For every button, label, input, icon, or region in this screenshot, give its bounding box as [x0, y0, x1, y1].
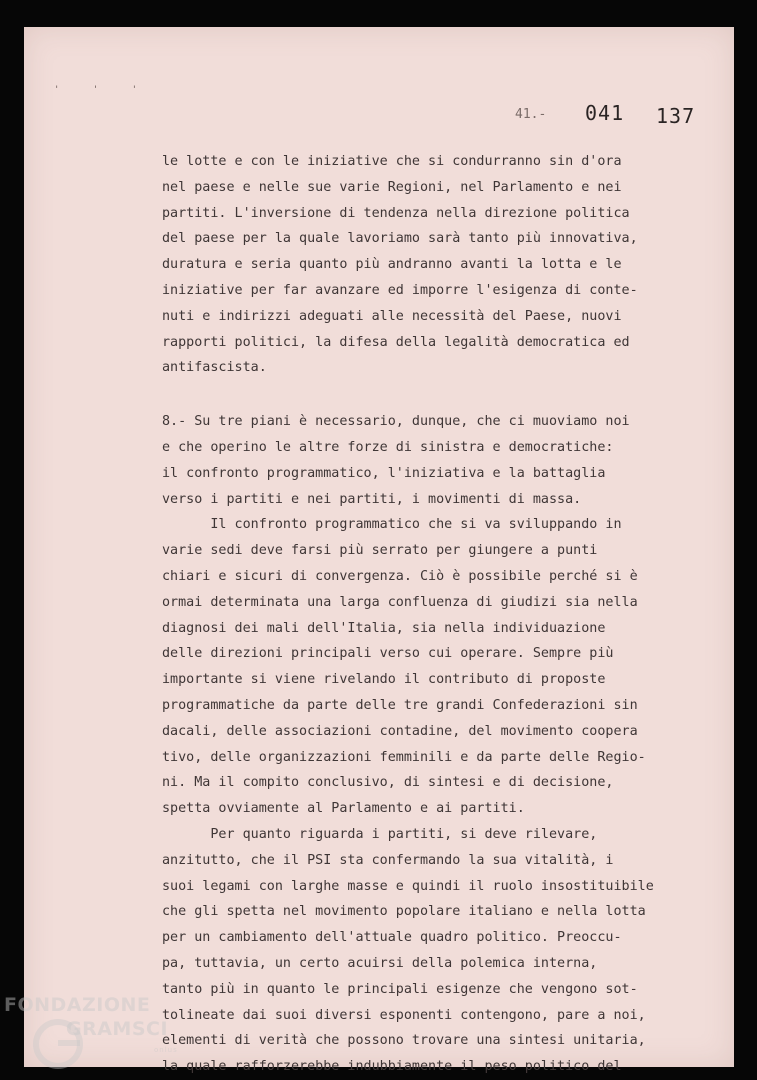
text-line: antifascista.	[162, 360, 267, 376]
text-line: Per quanto riguarda i partiti, si deve rilevare,	[162, 826, 598, 842]
text-line: tivo, delle organizzazioni femminili e da parte delle Regio-	[162, 749, 646, 765]
text-line: duratura e seria quanto più andranno avanti la lotta e le	[162, 257, 622, 273]
text-line: tolineate dai suoi diversi esponenti contengono, pare a noi,	[162, 1007, 646, 1023]
archive-stamp-number: 041	[585, 101, 625, 125]
text-line: che gli spetta nel movimento popolare italiano e nella lotta	[162, 904, 646, 920]
archive-sheet-number: 137	[656, 104, 696, 128]
text-line: pa, tuttavia, un certo acuirsi della polemica interna,	[162, 955, 598, 971]
text-line: nel paese e nelle sue varie Regioni, nel Parlamento e nei	[162, 179, 622, 195]
text-line: partiti. L'inversione di tendenza nella direzione politica	[162, 205, 630, 221]
text-line: le lotte e con le iniziative che si condurranno sin d'ora	[162, 154, 622, 169]
text-line: dacali, delle associazioni contadine, del movimento coopera	[162, 723, 638, 739]
typewritten-page	[24, 27, 734, 1075]
text-line: rapporti politici, la difesa della legalità democratica ed	[162, 334, 630, 350]
text-line: importante si viene rivelando il contributo di proposte	[162, 672, 606, 688]
text-line: suoi legami con larghe masse e quindi il ruolo insostituibile	[162, 878, 654, 894]
text-line: ormai determinata una larga confluenza di giudizi sia nella	[162, 594, 638, 610]
paragraph-continuation	[162, 149, 722, 381]
text-line: del paese per la quale lavoriamo sarà tanto più innovativa,	[162, 231, 638, 247]
paragraph-gap	[162, 381, 722, 409]
text-line: e che operino le altre forze di sinistra e democratiche:	[162, 439, 614, 455]
text-line: 8.- Su tre piani è necessario, dunque, che ci muoviamo noi	[162, 414, 630, 430]
text-line: anzitutto, che il PSI sta confermando la sua vitalità, i	[162, 852, 614, 868]
watermark-text-onlus: onlus	[154, 1046, 178, 1054]
text-line: diagnosi dei mali dell'Italia, sia nella individuazione	[162, 620, 606, 636]
watermark-text-gramsci: GRAMSCI	[66, 1018, 169, 1040]
text-line: il confronto programmatico, l'iniziativa e la battaglia	[162, 465, 606, 481]
text-line: ni. Ma il compito conclusivo, di sintesi e di decisione,	[162, 775, 614, 791]
text-line: per un cambiamento dell'attuale quadro politico. Preoccu-	[162, 930, 622, 946]
text-line: chiari e sicuri di convergenza. Ciò è possibile perché si è	[162, 568, 638, 584]
text-line: Il confronto programmatico che si va sviluppando in	[162, 517, 622, 533]
typed-page-number: 41.-	[515, 107, 547, 122]
text-line: elementi di verità che possono trovare una sintesi unitaria,	[162, 1033, 646, 1049]
fondazione-gramsci-watermark	[4, 994, 204, 1074]
text-line: verso i partiti e nei partiti, i movimenti di massa.	[162, 491, 582, 507]
text-line: tanto più in quanto le principali esigenze che vengono sot-	[162, 981, 638, 997]
text-line: delle direzioni principali verso cui operare. Sempre più	[162, 646, 614, 662]
text-line: nuti e indirizzi adeguati alle necessità del Paese, nuovi	[162, 308, 622, 324]
text-line: iniziative per far avanzare ed imporre l'esigenza di conte-	[162, 282, 638, 298]
text-line: la quale rafforzerebbe indubbiamente il peso politico del	[162, 1059, 622, 1075]
document-body	[162, 149, 722, 1080]
watermark-text-fondazione: FONDAZIONE	[4, 994, 151, 1016]
text-line: programmatiche da parte delle tre grandi Confederazioni sin	[162, 697, 638, 713]
page-header	[24, 101, 734, 131]
paper-specks: ' ' '	[54, 85, 152, 95]
section-8	[162, 409, 722, 1080]
text-line: spetta ovviamente al Parlamento e ai partiti.	[162, 801, 525, 817]
text-line: varie sedi deve farsi più serrato per giungere a punti	[162, 543, 598, 559]
